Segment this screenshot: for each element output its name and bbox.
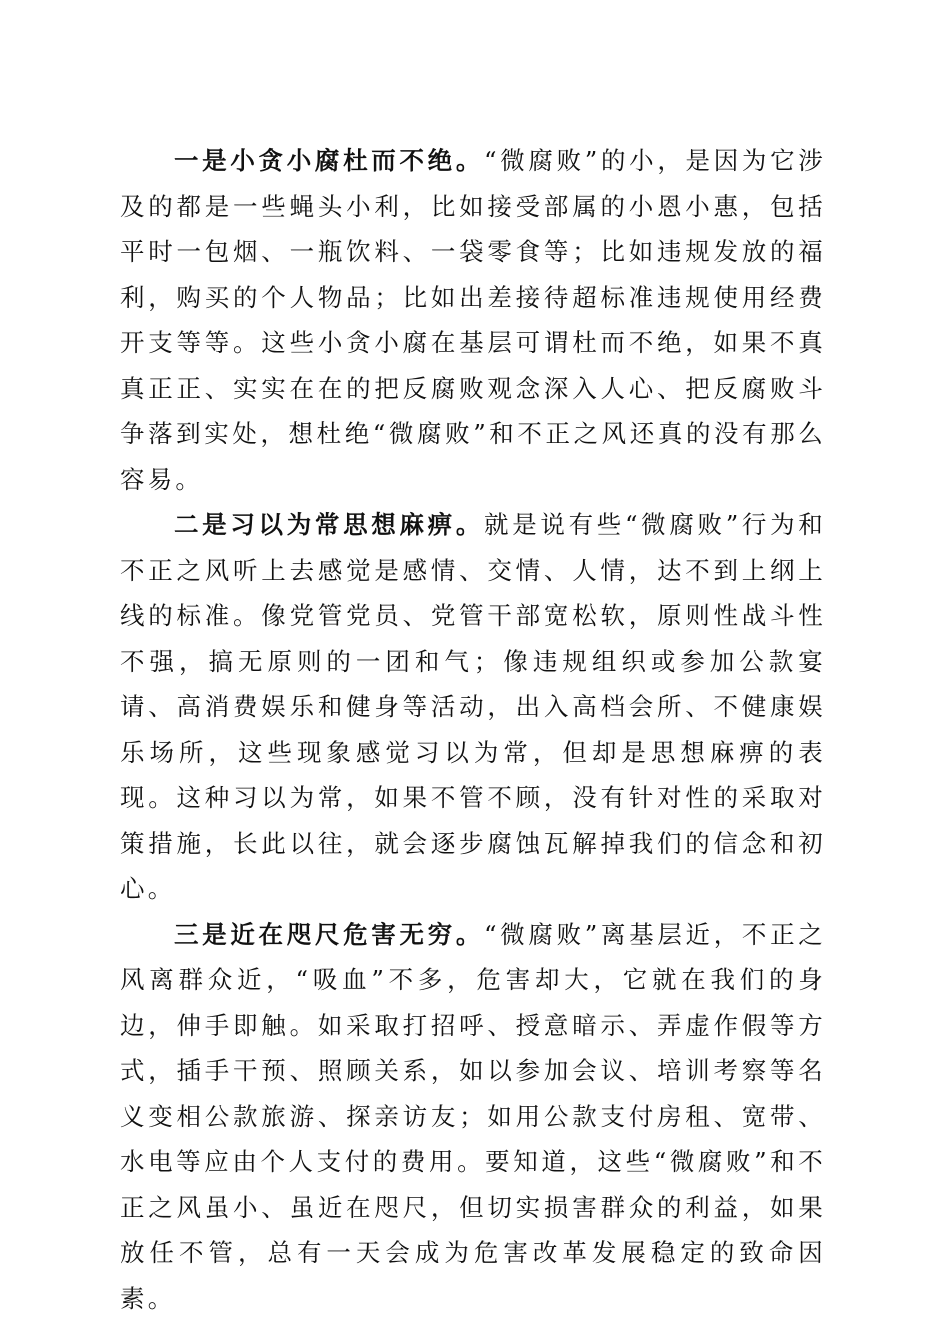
paragraph-1 bbox=[120, 138, 826, 502]
paragraph-2-lead: 二是习以为常思想麻痹。 bbox=[174, 510, 485, 539]
paragraph-1-body: “微腐败”的小，是因为它涉及的都是一些蝇头小利，比如接受部属的小恩小惠，包括平时一包烟、一瓶饮料、一袋零食等；比如违规发放的福利，购买的个人物品；比如出差接待超标准违规使用经费开支等等。这些小贪小腐在基层可谓杜而不绝，如果不真真正正、实实在在的把反腐败观念深入人心、把反腐败斗争落到实处，想杜绝“微腐败”和不正之风还真的没有那么容易。 bbox=[120, 146, 826, 494]
paragraph-3-lead: 三是近在咫尺危害无穷。 bbox=[174, 919, 485, 949]
paragraph-2-body: 就是说有些“微腐败”行为和不正之风听上去感觉是感情、交情、人情，达不到上纲上线的标准。像党管党员、党管干部宽松软，原则性战斗性不强，搞无原则的一团和气；像违规组织或参加公款宴请、高消费娱乐和健身等活动，出入高档会所、不健康娱乐场所，这些现象感觉习以为常，但却是思想麻痹的表现。这种习以为常，如果不管不顾，没有针对性的采取对策措施，长此以往，就会逐步腐蚀瓦解掉我们的信念和初心。 bbox=[120, 510, 826, 903]
paragraph-2 bbox=[120, 502, 826, 912]
paragraph-3-body: “微腐败”离基层近，不正之风离群众近，“吸血”不多，危害却大，它就在我们的身边，伸手即触。如采取打招呼、授意暗示、弄虚作假等方式，插手干预、照顾关系，如以参加会议、培训考察等名义变相公款旅游、探亲访友；如用公款支付房租、宽带、水电等应由个人支付的费用。要知道，这些“微腐败”和不正之风虽小、虽近在咫尺，但切实损害群众的利益，如果放任不管，总有一天会成为危害改革发展稳定的致命因素。 bbox=[120, 919, 826, 1313]
paragraph-3 bbox=[120, 912, 826, 1322]
document-body bbox=[120, 138, 826, 1321]
paragraph-1-lead: 一是小贪小腐杜而不绝。 bbox=[174, 146, 485, 175]
